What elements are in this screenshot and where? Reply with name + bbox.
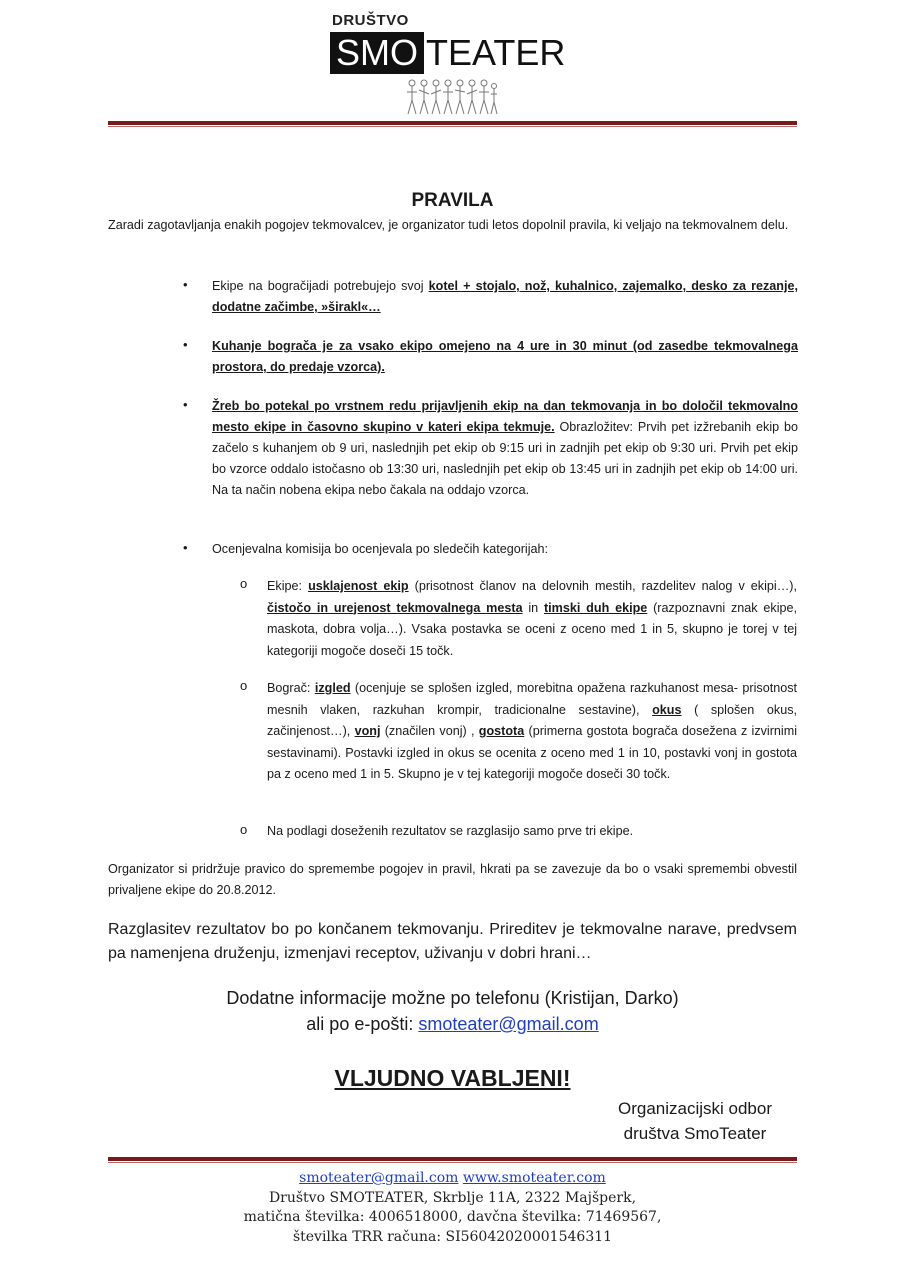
rule-text: Obrazložitev: Prvih pet izžrebanih ekip bo začelo s kuhanjem ob 9 uri, naslednjih pet ekip ob 9:15 uri in zadnjih pet ekip ob 9:30 uri. Prvih pet ekip bo vzorce oddalo istočasno ob 13:30 uri, naslednjih pet ekip ob 13:45 uri in zadnjih pet ekip ob 14:00 uri. Na ta način nobena ekipa nebo čakala na oddajo vzorca.	[212, 420, 798, 497]
category-text: (primerna gostota bograča dosežena z izvirnimi sestavinami). Postavki izgled in okus se ocenita z oceno med 1 in 10, postavki vonj in gostota pa z oceno med 1 in 5. Skupno je v tej kategoriji mogoče doseči 30 točk.	[267, 724, 797, 781]
category-emphasis: gostota	[478, 724, 525, 738]
bullet-marker: •	[183, 397, 188, 412]
bullet-marker: •	[183, 540, 188, 555]
category-emphasis: timski duh ekipe	[543, 600, 648, 615]
category-text: Ekipe:	[267, 579, 309, 593]
category-text: in	[522, 600, 544, 615]
signature-line: društva SmoTeater	[623, 1124, 767, 1143]
signature-block	[600, 1096, 790, 1146]
contact-email-label: ali po e-pošti:	[306, 1014, 419, 1034]
rule-item-time-limit	[212, 336, 798, 378]
sub-bullet-marker: o	[240, 822, 248, 837]
category-text: ( splošen okus, začinjenost…),	[267, 702, 797, 738]
footer-trr: številka TRR računa: SI56042020001546311	[292, 1228, 613, 1245]
category-text: (značilen vonj) ,	[380, 724, 479, 738]
organizer-note: Organizator si pridržuje pravico do spremembe pogojev in pravil, hkrati pa se zavezuje da bo o vsaki spremembi obvestil privaljene ekipe do 20.8.2012.	[108, 862, 797, 897]
logo-wordmark	[330, 30, 565, 76]
rule-emphasis: kotel + stojalo, nož, kuhalnico, zajemalko, desko za rezanje, dodatne začimbe, »širakl«…	[212, 279, 798, 314]
signature-line: Organizacijski odbor	[617, 1099, 772, 1118]
rule-item-draw	[212, 396, 798, 501]
logo-teater-text: TEATER	[426, 32, 566, 73]
footer-links	[0, 1169, 905, 1189]
logo-smo-text: SMO	[330, 32, 424, 74]
logo-figures-icon	[406, 78, 498, 118]
category-team	[267, 576, 797, 662]
sub-bullet-marker: o	[240, 576, 248, 591]
intro-paragraph: Zaradi zagotavljanja enakih pogojev tekmovalcev, je organizator tudi letos dopolnil pravila, ki veljajo na tekmovalnem delu.	[108, 218, 789, 232]
category-emphasis: čistočo in urejenost tekmovalnega mesta	[267, 600, 523, 615]
category-text: (prisotnost članov na delovnih mestih, razdelitev nalog v ekipi…),	[408, 579, 797, 593]
invitation-heading: VLJUDNO VABLJENI!	[334, 1065, 571, 1091]
rule-item-equipment	[212, 276, 798, 318]
footer	[0, 1169, 905, 1247]
category-dish	[267, 678, 797, 786]
footer-ids: matična številka: 4006518000, davčna številka: 71469567,	[243, 1209, 662, 1225]
rule-text: Ekipe na bogračijadi potrebujejo svoj	[212, 279, 429, 293]
header-divider	[108, 121, 797, 125]
bullet-marker: •	[183, 337, 188, 352]
bullet-marker: •	[183, 277, 188, 292]
category-results: Na podlagi doseženih rezultatov se razglasijo samo prve tri ekipe.	[267, 824, 634, 838]
smoteater-logo	[330, 12, 580, 112]
footer-website-link[interactable]: www.smoteater.com	[462, 1170, 606, 1186]
contact-email-line	[0, 1011, 905, 1037]
category-text: (ocenjuje se splošen izgled, morebitna opažena razkuhanost mesa- prisotnost mesnih vlaken, razkuhan krompir, tradicionalne sestavine),	[267, 681, 797, 717]
contact-phone-line: Dodatne informacije možne po telefonu (Kristijan, Darko)	[226, 988, 679, 1008]
rule-item-judging: Ocenjevalna komisija bo ocenjevala po sledečih kategorijah:	[212, 542, 549, 556]
rule-emphasis: Kuhanje bograča je za vsako ekipo omejeno na 4 ure in 30 minut (od zasedbe tekmovalnega prostora, do predaje vzorca).	[212, 339, 798, 374]
footer-address: Društvo SMOTEATER, Skrblje 11A, 2322 Majšperk,	[268, 1189, 637, 1206]
category-text: Bograč:	[267, 681, 315, 695]
category-emphasis: okus	[652, 702, 682, 717]
category-emphasis: izgled	[314, 681, 351, 695]
category-emphasis: usklajenost ekip	[308, 579, 409, 593]
contact-email-link[interactable]: smoteater@gmail.com	[418, 1014, 599, 1034]
logo-small-text: DRUŠTVO	[332, 12, 409, 29]
category-text: (razpoznavni znak ekipe, maskota, dobra volja…). Vsaka postavka se oceni z oceno med 1 in 5, skupno je torej v tej kategoriji mogoče doseči 15 točk.	[267, 600, 797, 658]
announcement-paragraph: Razglasitev rezultatov bo po končanem tekmovanju. Prireditev je tekmovalne narave, predvsem pa namenjena druženju, izmenjavi receptov, uživanju v dobri hrani…	[108, 921, 797, 962]
rule-emphasis: Žreb bo potekal po vrstnem redu prijavljenih ekip na dan tekmovanja in bo določil tekmovalno mesto ekipe in časovno skupino v kateri ekipa tekmuje.	[212, 399, 798, 434]
footer-email-link[interactable]: smoteater@gmail.com	[299, 1170, 459, 1186]
page-title: PRAVILA	[411, 190, 494, 211]
sub-bullet-marker: o	[240, 678, 248, 693]
category-emphasis: vonj	[354, 724, 381, 738]
footer-divider	[108, 1157, 797, 1161]
